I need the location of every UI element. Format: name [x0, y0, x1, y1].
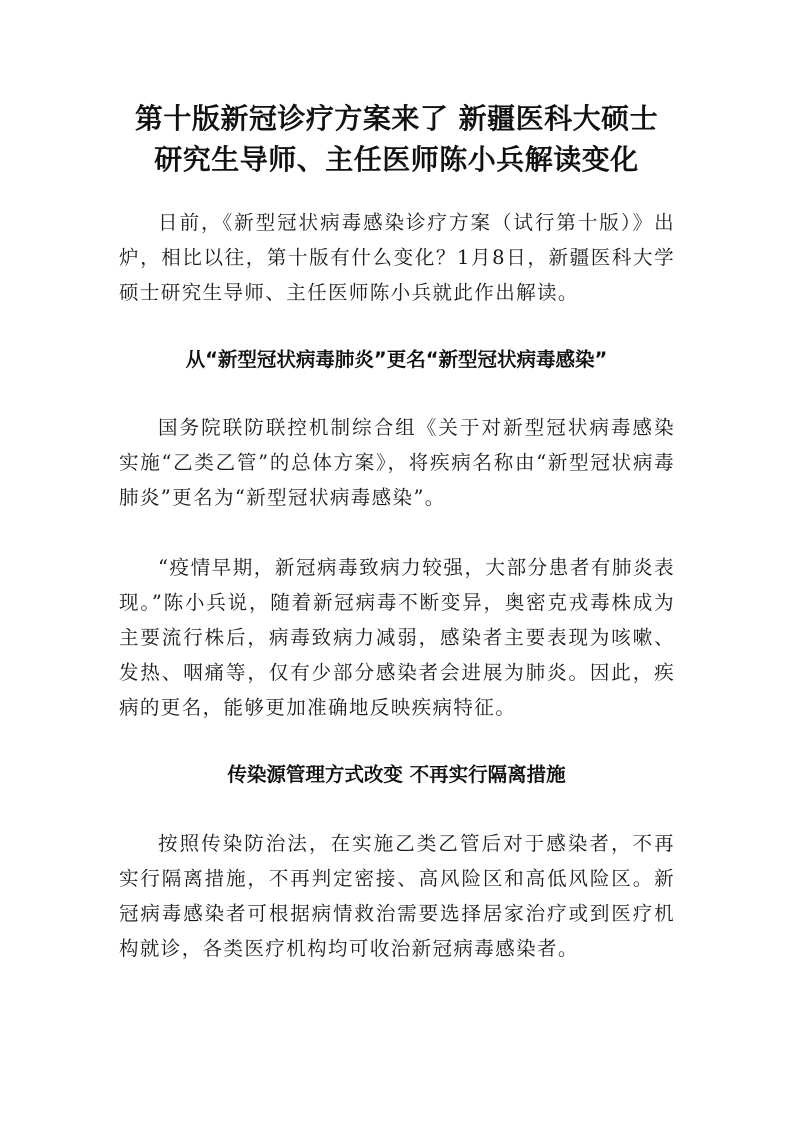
rename-reason-paragraph: “疫情早期，新冠病毒致病力较强，大部分患者有肺炎表现。”陈小兵说，随着新冠病毒不断变异，奥密克戎毒株成为主要流行株后，病毒致病力减弱，感染者主要表现为咳嗽、发热、咽痛等，仅有少部分感染者会进展为肺炎。因此，疾病的更名，能够更加准确地反映疾病特征。 — [119, 556, 675, 719]
isolation-paragraph: 按照传染防治法，在实施乙类乙管后对于感染者，不再实行隔离措施，不再判定密接、高风险区和高低风险区。新冠病毒感染者可根据病情救治需要选择居家治疗或到医疗机构就诊，各类医疗机构均可收治新冠病毒感染者。 — [119, 832, 675, 960]
article-title — [110, 98, 683, 180]
intro-paragraph: 日前，《新型冠状病毒感染诊疗方案（试行第十版）》出炉，相比以往，第十版有什么变化？1月8日，新疆医科大学硕士研究生导师、主任医师陈小兵就此作出解读。 — [119, 211, 675, 304]
article-title-line-2: 研究生导师、主任医师陈小兵解读变化 — [154, 143, 639, 176]
section-heading-rename: 从“新型冠状病毒肺炎”更名“新型冠状病毒感染” — [185, 348, 608, 371]
section-heading-isolation: 传染源管理方式改变 不再实行隔离措施 — [227, 763, 566, 786]
article-title-line-1: 第十版新冠诊疗方案来了 新疆医科大硕士 — [134, 102, 659, 135]
rename-policy-paragraph: 国务院联防联控机制综合组《关于对新型冠状病毒感染实施“乙类乙管”的总体方案》，将疾病名称由“新型冠状病毒肺炎”更名为“新型冠状病毒感染”。 — [119, 416, 675, 509]
